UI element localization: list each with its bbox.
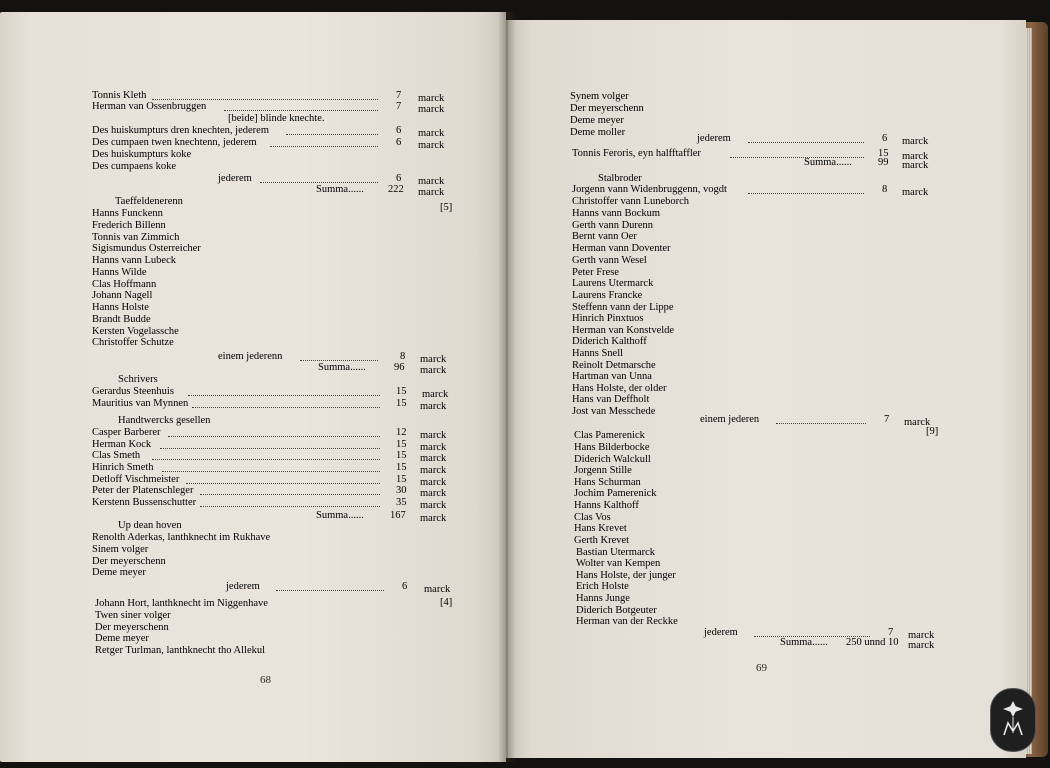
- right-entry-text: Laurens Francke: [572, 290, 643, 301]
- left-entry-text: Deme meyer: [95, 633, 149, 644]
- left-entry-unit: marck: [420, 453, 447, 464]
- left-entry-amount: 6: [396, 125, 402, 136]
- right-entry-text: Herman van Konstvelde: [572, 325, 675, 336]
- right-entry-text: Herman vann Doventer: [572, 243, 671, 254]
- left-entry-text: Hanns Holste: [92, 302, 149, 313]
- right-entry-text: jederem: [697, 133, 731, 144]
- left-entry-amount: 15: [396, 398, 407, 409]
- left-entry-amount: 7: [396, 101, 402, 112]
- left-leader-dots: [200, 494, 380, 495]
- left-entry-unit: marck: [422, 389, 449, 400]
- right-entry-text: Laurens Utermarck: [572, 278, 654, 289]
- left-entry-text: Detloff Vischmeister: [92, 474, 180, 485]
- left-entry-amount: 167: [390, 510, 406, 521]
- left-entry-text: Tonnis Kleth: [92, 90, 147, 101]
- right-entry-text: Summa......: [804, 157, 852, 168]
- left-entry-amount: 6: [396, 173, 402, 184]
- left-entry-text: Hinrich Smeth: [92, 462, 154, 473]
- right-entry-text: Deme moller: [570, 127, 626, 138]
- left-entry-text: Brandt Budde: [92, 314, 151, 325]
- right-entry-amount: 99: [878, 157, 889, 168]
- left-entry-unit: marck: [420, 513, 447, 524]
- right-entry-text: Jochim Pamerenick: [574, 488, 657, 499]
- left-entry-unit: marck: [420, 500, 447, 511]
- left-entry-unit: marck: [420, 442, 447, 453]
- left-entry-amount: 12: [396, 427, 407, 438]
- right-entry-text: Christoffer vann Luneborch: [572, 196, 690, 207]
- left-entry-text: jederem: [218, 173, 252, 184]
- left-entry-unit: marck: [420, 401, 447, 412]
- left-entry-text: Des huiskumpturs dren knechten, jederem: [92, 125, 269, 136]
- left-leader-dots: [188, 395, 380, 396]
- right-entry-text: Gerth Krevet: [574, 535, 630, 546]
- right-entry-text: Gerth vann Wesel: [572, 255, 647, 266]
- right-entry-text: Jorgenn Stille: [574, 465, 632, 476]
- left-entry-text: Kerstenn Bussenschutter: [92, 497, 197, 508]
- left-entry-text: [4]: [440, 597, 453, 608]
- right-entry-text: Hanns Kalthoff: [574, 500, 639, 511]
- left-entry-text: Hanns Wilde: [92, 267, 147, 278]
- left-entry-amount: 30: [396, 485, 407, 496]
- left-entry-text: Peter der Platenschleger: [92, 485, 194, 496]
- left-entry-text: Des huiskumpturs koke: [92, 149, 192, 160]
- left-leader-dots: [276, 590, 384, 591]
- left-leader-dots: [186, 483, 380, 484]
- left-leader-dots: [200, 506, 380, 507]
- left-entry-amount: 6: [396, 137, 402, 148]
- right-entry-text: Diderich Walckull: [574, 454, 651, 465]
- right-entry-text: Deme meyer: [570, 115, 624, 126]
- left-entry-text: Schrivers: [118, 374, 158, 385]
- left-entry-text: Taeffeldenerenn: [115, 196, 183, 207]
- right-entry-text: Steffenn vann der Lippe: [572, 302, 674, 313]
- left-entry-unit: marck: [420, 488, 447, 499]
- left-entry-text: Sigismundus Osterreicher: [92, 243, 201, 254]
- right-entry-amount: 8: [882, 184, 888, 195]
- left-entry-amount: 15: [396, 386, 407, 397]
- left-entry-amount: 35: [396, 497, 407, 508]
- left-entry-text: Der meyerschenn: [92, 556, 166, 567]
- left-entry-amount: 15: [396, 450, 407, 461]
- right-entry-unit: marck: [902, 187, 929, 198]
- left-entry-text: Hanns Funckenn: [92, 208, 163, 219]
- left-entry-text: Summa......: [318, 362, 366, 373]
- right-entry-amount: 250 unnd 10: [846, 637, 899, 648]
- left-leader-dots: [160, 448, 380, 449]
- right-entry-unit: marck: [902, 136, 929, 147]
- left-entry-text: Des cumpaen twen knechtenn, jederem: [92, 137, 257, 148]
- right-entry-text: Clas Vos: [574, 512, 611, 523]
- left-entry-text: Tonnis van Zimmich: [92, 232, 180, 243]
- left-entry-amount: 96: [394, 362, 405, 373]
- left-entry-text: Renolth Aderkas, lanthknecht im Rukhave: [92, 532, 271, 543]
- left-entry-amount: 15: [396, 439, 407, 450]
- right-entry-text: Hinrich Pinxtuos: [572, 313, 644, 324]
- right-entry-text: Stalbroder: [598, 173, 642, 184]
- left-entry-text: Johann Nagell: [92, 290, 153, 301]
- left-leader-dots: [162, 471, 380, 472]
- left-entry-text: Clas Smeth: [92, 450, 141, 461]
- left-entry-text: [beide] blinde knechte.: [228, 113, 325, 124]
- left-leader-dots: [168, 436, 380, 437]
- left-entry-text: Johann Hort, lanthknecht im Niggenhave: [95, 598, 268, 609]
- right-entry-text: Hans Holste, der older: [572, 383, 667, 394]
- left-entry-unit: marck: [418, 104, 445, 115]
- left-entry-unit: marck: [420, 365, 447, 376]
- book-gutter: [498, 12, 516, 762]
- left-entry-unit: marck: [418, 93, 445, 104]
- right-entry-amount: 7: [884, 414, 890, 425]
- right-leader-dots: [776, 423, 866, 424]
- left-entry-text: Hanns vann Lubeck: [92, 255, 176, 266]
- left-entry-text: Mauritius van Mynnen: [92, 398, 189, 409]
- right-entry-text: Hanns vann Bockum: [572, 208, 661, 219]
- left-entry-unit: marck: [420, 477, 447, 488]
- left-entry-unit: marck: [420, 430, 447, 441]
- left-entry-text: Handtwercks gesellen: [118, 415, 211, 426]
- right-entry-text: jederem: [704, 627, 738, 638]
- right-entry-text: Summa......: [780, 637, 828, 648]
- left-entry-text: Summa......: [316, 184, 364, 195]
- left-entry-text: Clas Hoffmann: [92, 279, 157, 290]
- left-entry-unit: marck: [420, 465, 447, 476]
- left-entry-unit: marck: [418, 176, 445, 187]
- right-entry-text: Erich Holste: [576, 581, 629, 592]
- right-leader-dots: [748, 142, 864, 143]
- left-entry-text: Gerardus Steenhuis: [92, 386, 174, 397]
- right-entry-unit: marck: [902, 151, 929, 162]
- left-entry-text: einem jederenn: [218, 351, 283, 362]
- right-entry-text: Hans Schurman: [574, 477, 641, 488]
- right-entry-text: Wolter van Kempen: [576, 558, 661, 569]
- left-entry-unit: marck: [420, 354, 447, 365]
- left-entry-text: Up dean hoven: [118, 520, 182, 531]
- left-entry-text: Frederich Billenn: [92, 220, 166, 231]
- left-entry-text: Kersten Vogelassche: [92, 326, 179, 337]
- left-entry-unit: marck: [418, 128, 445, 139]
- right-entry-text: Tonnis Feroris, eyn halfftaffler: [572, 148, 701, 159]
- left-entry-amount: 15: [396, 462, 407, 473]
- right-entry-text: Reinolt Detmarsche: [572, 360, 656, 371]
- right-entry-text: [9]: [926, 426, 939, 437]
- right-entry-text: Der meyerschenn: [570, 103, 644, 114]
- right-entry-unit: marck: [902, 160, 929, 171]
- left-entry-text: Twen siner volger: [95, 610, 171, 621]
- left-entry-amount: 222: [388, 184, 404, 195]
- right-entry-amount: 7: [888, 627, 894, 638]
- left-entry-text: Des cumpaens koke: [92, 161, 176, 172]
- right-leader-dots: [748, 193, 864, 194]
- right-entry-text: Hans Holste, der junger: [576, 570, 676, 581]
- right-entry-amount: 6: [882, 133, 888, 144]
- right-entry-text: Peter Frese: [572, 267, 619, 278]
- left-entry-text: Casper Barberer: [92, 427, 161, 438]
- right-entry-amount: 15: [878, 148, 889, 159]
- left-entry-text: Christoffer Schutze: [92, 337, 174, 348]
- right-entry-text: einem jederen: [700, 414, 760, 425]
- left-leader-dots: [192, 407, 380, 408]
- right-entry-text: Herman van der Reckke: [576, 616, 678, 627]
- right-entry-text: Hanns Junge: [576, 593, 630, 604]
- right-entry-text: Gerth vann Durenn: [572, 220, 654, 231]
- right-entry-text: Bernt vann Oer: [572, 231, 637, 242]
- left-leader-dots: [270, 146, 378, 147]
- left-leader-dots: [286, 134, 378, 135]
- watermark-logo-icon: [990, 688, 1036, 752]
- right-entry-text: Diderich Kalthoff: [572, 336, 647, 347]
- right-entry-text: Hans van Deffholt: [572, 394, 650, 405]
- left-entry-amount: 15: [396, 474, 407, 485]
- right-entry-text: Hans Krevet: [574, 523, 627, 534]
- right-entry-text: Jost van Messchede: [572, 406, 656, 417]
- left-entry-unit: marck: [418, 187, 445, 198]
- left-leader-dots: [224, 110, 378, 111]
- left-entry-unit: marck: [424, 584, 451, 595]
- right-entry-text: Jorgenn vann Widenbruggenn, vogdt: [572, 184, 727, 195]
- left-entry-text: Sinem volger: [92, 544, 149, 555]
- right-page-number: 69: [756, 662, 767, 674]
- right-entry-unit: marck: [908, 640, 935, 651]
- left-entry-text: Summa......: [316, 510, 364, 521]
- left-entry-unit: marck: [418, 140, 445, 151]
- left-entry-amount: 6: [402, 581, 408, 592]
- right-entry-text: Hans Bilderbocke: [574, 442, 650, 453]
- left-entry-text: [5]: [440, 202, 453, 213]
- right-entry-text: Diderich Botgeuter: [576, 605, 657, 616]
- left-entry-text: Retger Turlman, lanthknecht tho Allekul: [95, 645, 266, 656]
- right-entry-unit: marck: [904, 417, 931, 428]
- right-entry-text: Bastian Utermarck: [576, 547, 656, 558]
- left-entry-text: Herman Kock: [92, 439, 152, 450]
- left-leader-dots: [260, 182, 378, 183]
- left-entry-amount: 7: [396, 90, 402, 101]
- right-entry-text: Hartman van Unna: [572, 371, 652, 382]
- right-entry-text: Synem volger: [570, 91, 629, 102]
- left-entry-text: Der meyerschenn: [95, 622, 169, 633]
- left-leader-dots: [152, 459, 380, 460]
- left-entry-text: Herman van Ossenbruggen: [92, 101, 207, 112]
- right-entry-text: Hanns Snell: [572, 348, 624, 359]
- left-leader-dots: [300, 360, 378, 361]
- left-page-number: 68: [260, 674, 271, 686]
- left-entry-text: jederem: [226, 581, 260, 592]
- right-entry-text: Clas Pamerenick: [574, 430, 645, 441]
- left-entry-text: Deme meyer: [92, 567, 146, 578]
- left-leader-dots: [152, 99, 378, 100]
- left-entry-amount: 8: [400, 351, 406, 362]
- right-entry-unit: marck: [908, 630, 935, 641]
